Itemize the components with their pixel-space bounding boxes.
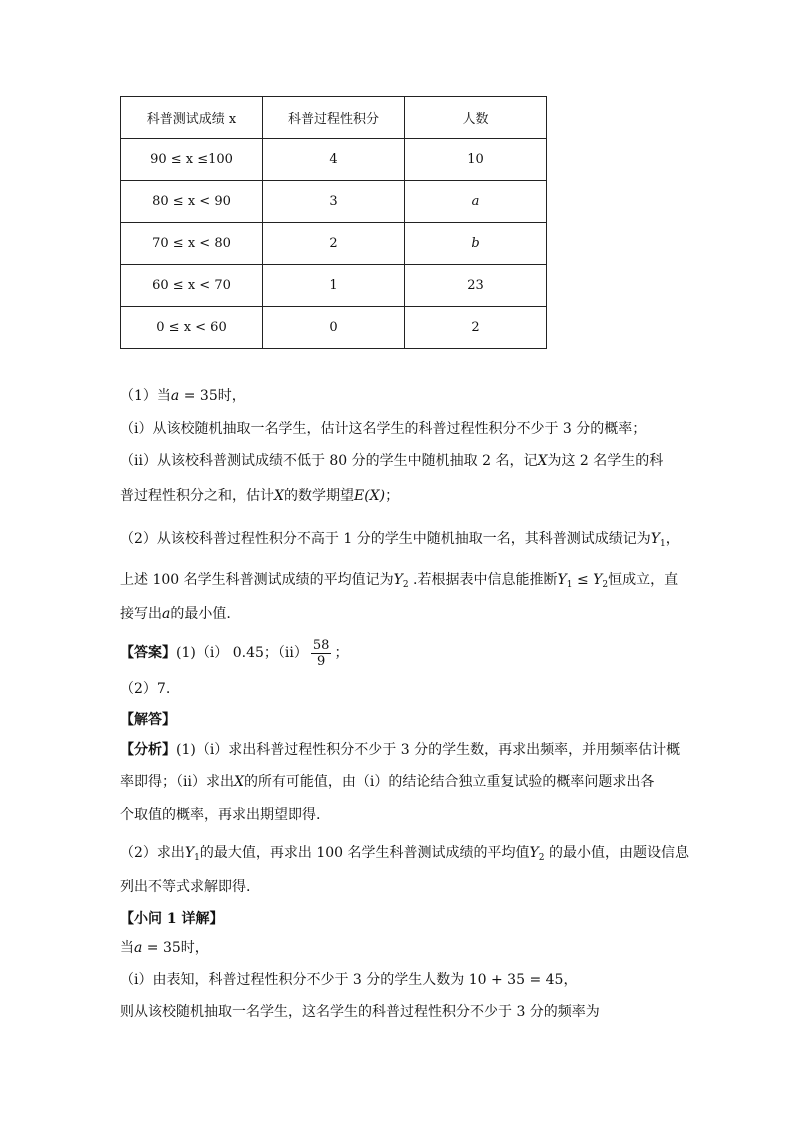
cell-points: 3 [263,181,405,223]
cell-count: 23 [405,265,547,307]
q1-part-i: （i）从该校随机抽取一名学生，估计这名学生的科普过程性积分不少于 3 分的概率； [120,421,647,437]
cell-count: a [405,181,547,223]
cell-count: 2 [405,307,547,349]
cell-range: 0 ≤ x < 60 [121,307,263,349]
q2-line2: 上述 100 名学生科普测试成绩的平均值记为$Y_2$ .若根据表中信息能推断$Y_1 \le Y_2$恒成立，直 [120,572,679,590]
cell-points: 0 [263,307,405,349]
cell-points: 2 [263,223,405,265]
answer-line2: （2）7. [120,681,171,697]
cell-range: 80 ≤ x < 90 [121,181,263,223]
cell-count: b [405,223,547,265]
work-line3: 则从该校随机抽取一名学生，这名学生的科普过程性积分不少于 3 分的频率为 [120,1004,600,1020]
q1-intro: （1）当a = 35时， [120,388,246,404]
q2-line1: （2）从该校科普过程性积分不高于 1 分的学生中随机抽取一名，其科普测试成绩记为$Y_1$， [120,531,680,549]
cell-points: 4 [263,139,405,181]
header-points: 科普过程性积分 [263,97,405,139]
table-row [121,307,547,349]
solution-title: 【解答】 [120,712,176,728]
analysis-line1: 【分析】(1)（i）求出科普过程性积分不少于 3 分的学生数，再求出频率，并用频率估计概 [120,742,681,758]
table-row [121,223,547,265]
analysis-line3: 个取值的概率，再求出期望即得. [120,807,321,823]
cell-count: 10 [405,139,547,181]
q1-part-ii-line2: 普过程性积分之和，估计X的数学期望E(X)； [120,488,400,504]
cell-range: 60 ≤ x < 70 [121,265,263,307]
work-line1: 当a = 35时， [120,940,209,956]
analysis-line5: 列出不等式求解即得. [120,879,251,895]
answer-fraction: $\frac{58}{9}$ [312,637,330,669]
analysis-line2: 率即得；（ⅱ）求出X的所有可能值，由（i）的结论结合独立重复试验的概率问题求出各 [120,774,655,790]
q2-line3: 接写出a的最小值. [120,606,231,622]
header-count: 人数 [405,97,547,139]
subquestion-title: 【小问 1 详解】 [120,911,224,927]
answer-line1: 【答案】(1)（i） 0.45；（ⅱ） $\frac{58}{9}$ ； [120,637,349,669]
cell-range: 70 ≤ x < 80 [121,223,263,265]
table-row [121,139,547,181]
score-table [120,96,547,349]
table-header-row [121,97,547,139]
work-line2: （i）由表知，科普过程性积分不少于 3 分的学生人数为 10 + 35 = 45， [120,972,578,988]
cell-range: 90 ≤ x ≤100 [121,139,263,181]
table-row [121,181,547,223]
answer-label: 【答案】 [120,645,176,661]
q1-part-ii-line1: （ⅱ）从该校科普测试成绩不低于 80 分的学生中随机抽取 2 名，记X为这 2 名学生的科 [120,453,664,469]
header-score: 科普测试成绩 x [121,97,263,139]
cell-points: 1 [263,265,405,307]
analysis-line4: （2）求出$Y_1$的最大值，再求出 100 名学生科普测试成绩的平均值$Y_2$ 的最小值，由题设信息 [120,845,689,863]
table-row [121,265,547,307]
